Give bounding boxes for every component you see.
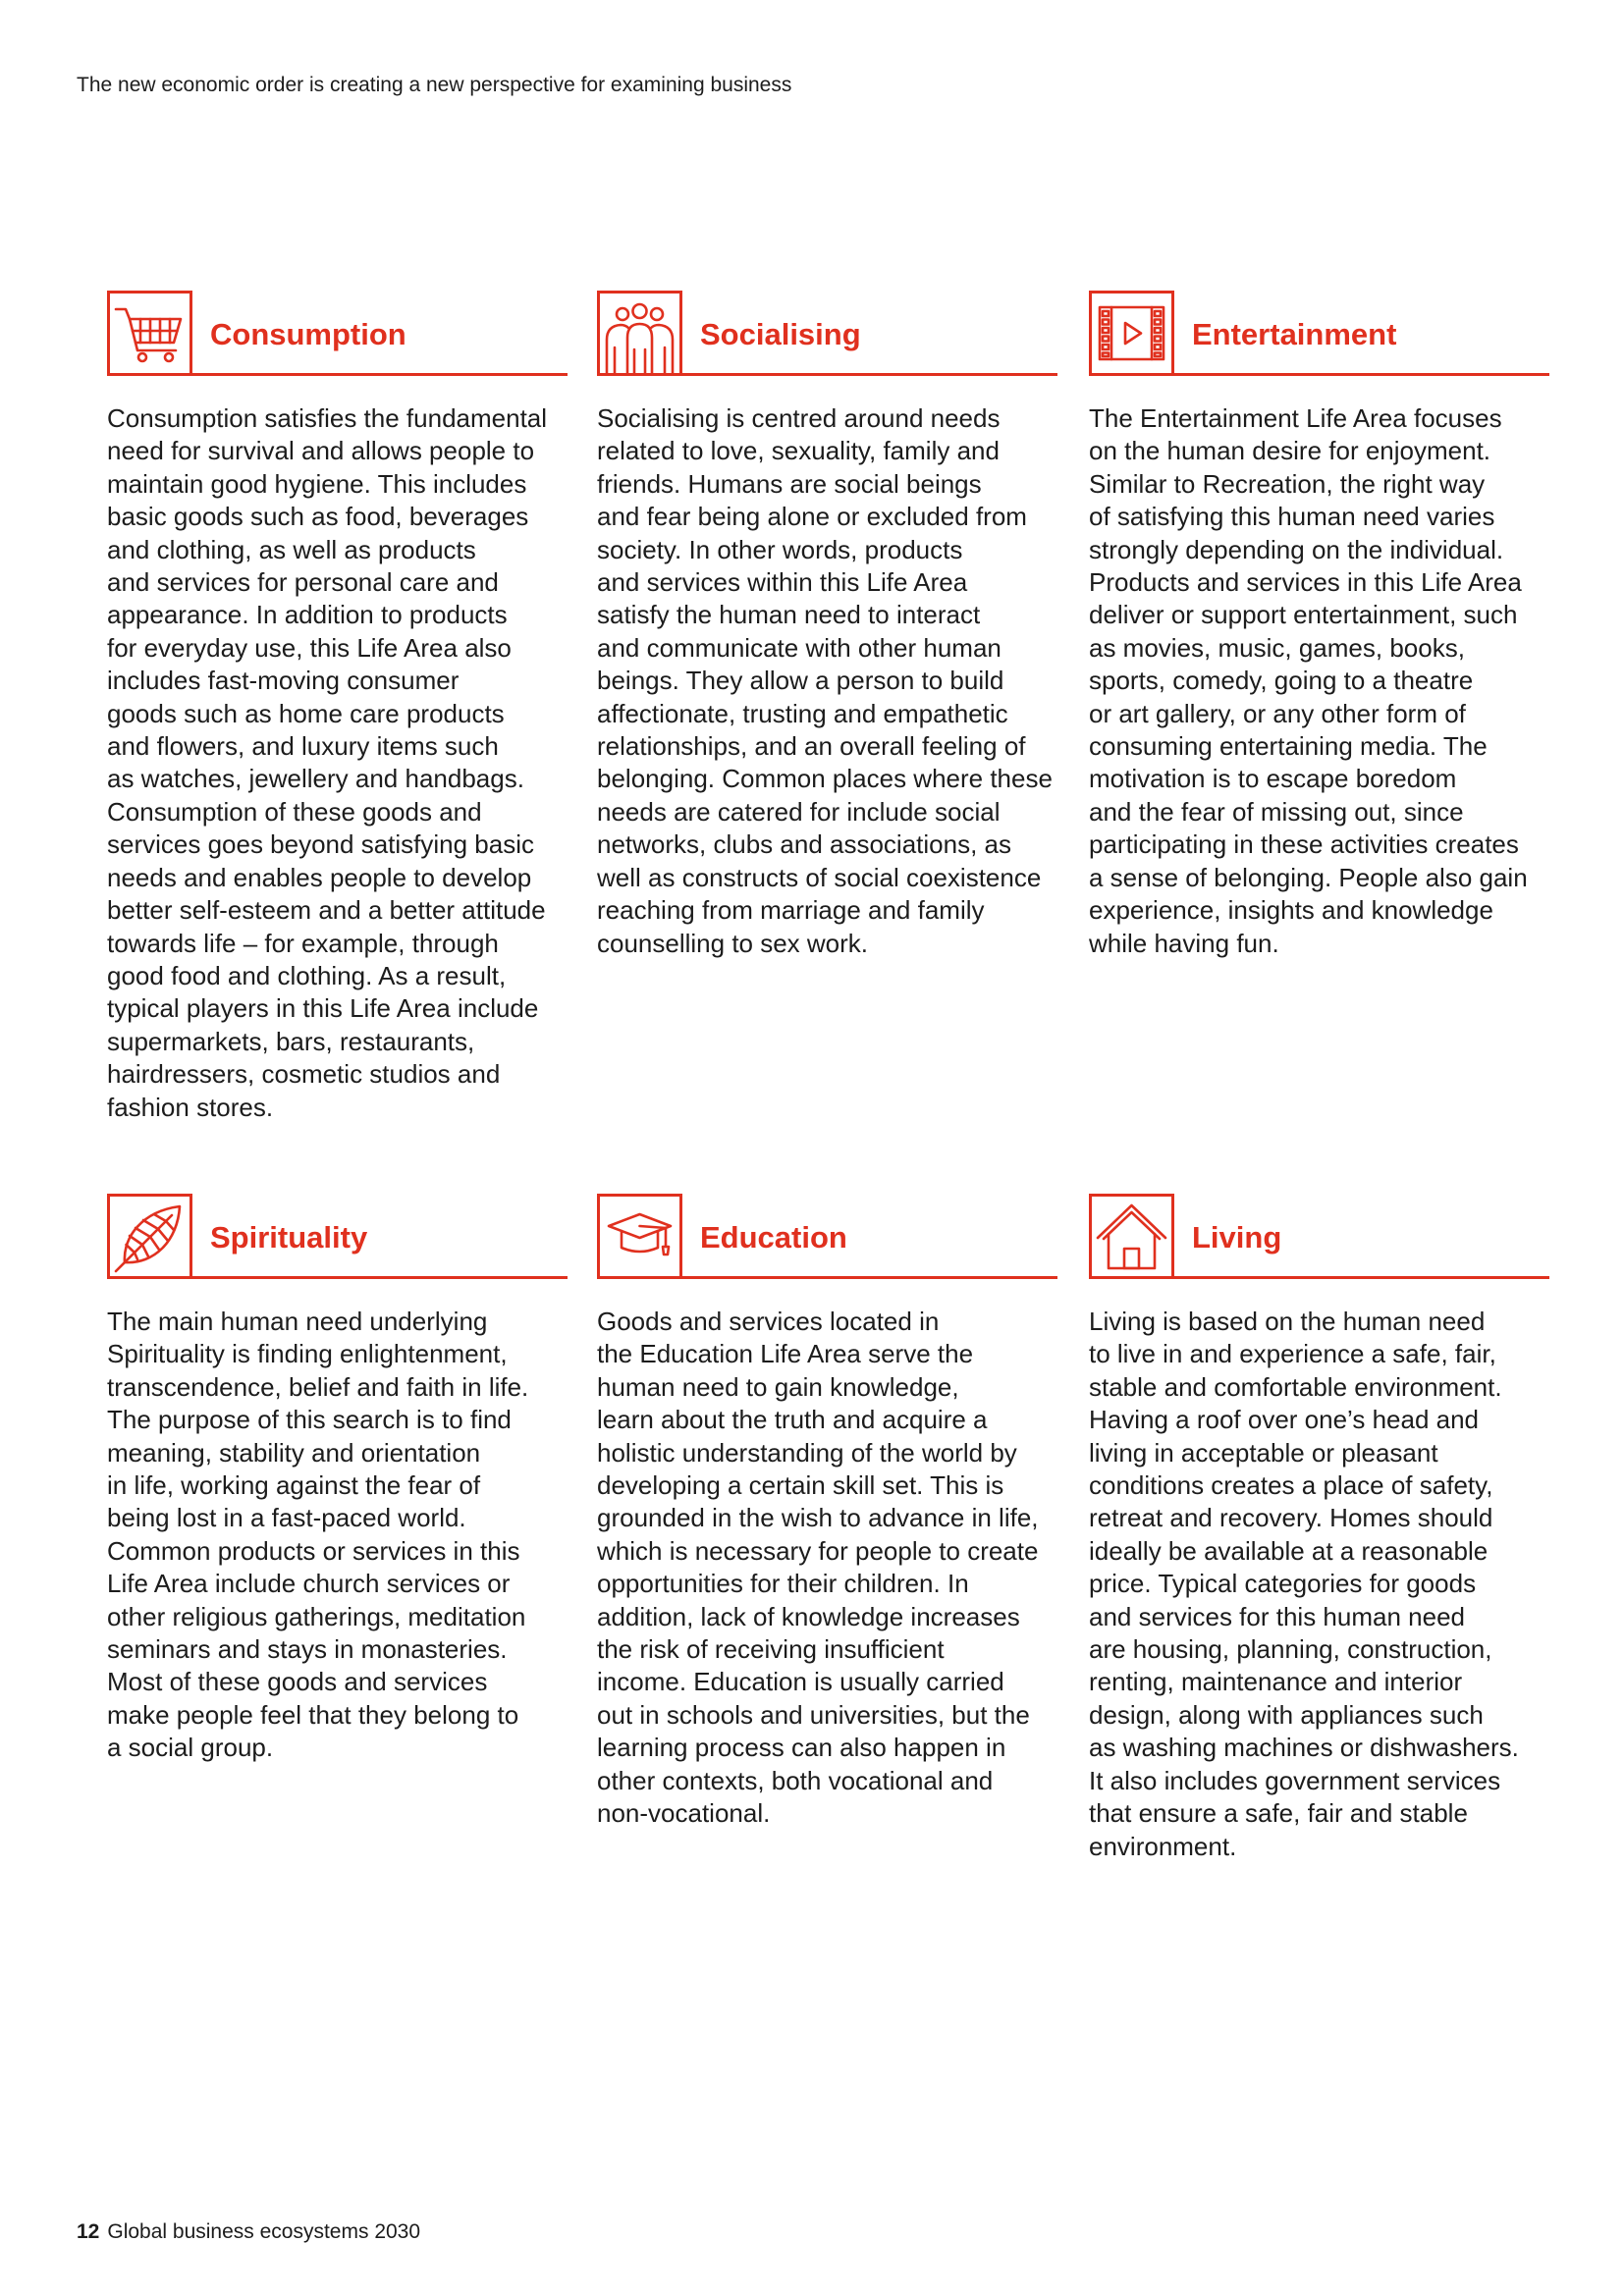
section-header — [1089, 1194, 1549, 1279]
body-text-line: good food and clothing. As a result, — [107, 960, 507, 990]
body-text-line: and flowers, and luxury items such — [107, 731, 499, 762]
body-text-line: Products and services in this Life Area — [1089, 567, 1522, 598]
body-text-line: a sense of belonging. People also gain — [1089, 862, 1528, 892]
body-text-line: or art gallery, or any other form of — [1089, 698, 1466, 728]
body-text-line: includes fast-moving consumer — [107, 666, 460, 696]
body-text-line: affectionate, trusting and empathetic — [597, 698, 1008, 728]
body-text-line: motivation is to escape boredom — [1089, 764, 1457, 794]
section-living — [1089, 1194, 1549, 1863]
body-text-line: learn about the truth and acquire a — [597, 1405, 988, 1435]
body-text-line: The main human need underlying — [107, 1307, 488, 1336]
section-consumption — [107, 291, 568, 1124]
body-text-line: networks, clubs and associations, as — [597, 829, 1011, 860]
body-text-line: friends. Humans are social beings — [597, 468, 982, 499]
body-text-line: appearance. In addition to products — [107, 600, 508, 630]
section-spirituality — [107, 1194, 568, 1765]
body-text-line: on the human desire for enjoyment. — [1089, 436, 1491, 466]
body-text-line: conditions creates a place of safety, — [1089, 1470, 1493, 1501]
body-text-line: stable and comfortable environment. — [1089, 1371, 1502, 1402]
section-title: Entertainment — [1192, 317, 1397, 351]
body-text-line: well as constructs of social coexistence — [597, 862, 1042, 892]
body-text-line: counselling to sex work. — [597, 928, 869, 958]
body-text-line: need for survival and allows people to — [107, 436, 535, 466]
body-text-line: hairdressers, cosmetic studios and — [107, 1059, 501, 1090]
page-footer — [77, 2219, 420, 2245]
title-underline — [107, 1276, 568, 1279]
body-text-line: seminars and stays in monasteries. — [107, 1634, 508, 1665]
body-text-line: The Entertainment Life Area focuses — [1089, 403, 1502, 433]
body-text-line: design, along with appliances such — [1089, 1699, 1484, 1730]
body-text-line: in life, working against the fear of — [107, 1470, 481, 1501]
body-text-line: typical players in this Life Area include — [107, 993, 539, 1024]
body-text-line: related to love, sexuality, family and — [597, 436, 1000, 466]
running-header: The new economic order is creating a new perspective for examining business — [77, 74, 792, 96]
section-body — [597, 1306, 1057, 1831]
body-text-line: towards life – for example, through — [107, 928, 499, 958]
body-text-line: retreat and recovery. Homes should — [1089, 1503, 1493, 1533]
body-text-line: better self-esteem and a better attitude — [107, 895, 546, 926]
body-text-line: reaching from marriage and family — [597, 895, 985, 926]
section-header — [107, 1194, 568, 1279]
body-text-line: and communicate with other human — [597, 632, 1001, 663]
body-text-line: and fear being alone or excluded from — [597, 502, 1027, 532]
body-text-line: the Education Life Area serve the — [597, 1339, 974, 1369]
body-text-line: belonging. Common places where these — [597, 764, 1053, 794]
body-text-line: participating in these activities creates — [1089, 829, 1519, 860]
body-text-line: Consumption satisfies the fundamental — [107, 403, 548, 433]
body-text-line: for everyday use, this Life Area also — [107, 632, 512, 663]
body-text-line: strongly depending on the individual. — [1089, 534, 1504, 564]
body-text-line: and services within this Life Area — [597, 567, 968, 598]
body-text-line: ideally be available at a reasonable — [1089, 1535, 1489, 1566]
graduation-cap-icon — [597, 1194, 682, 1279]
section-entertainment — [1089, 291, 1549, 960]
body-text-line: transcendence, belief and faith in life. — [107, 1371, 529, 1402]
body-text-line: human need to gain knowledge, — [597, 1371, 959, 1402]
body-text-line: Living is based on the human need — [1089, 1307, 1486, 1336]
section-title: Socialising — [700, 317, 861, 351]
body-text-line: being lost in a fast-paced world. — [107, 1503, 466, 1533]
body-text-line: Life Area include church services or — [107, 1569, 511, 1599]
section-header — [597, 1194, 1057, 1279]
section-title: Education — [700, 1220, 847, 1255]
body-text-line: experience, insights and knowledge — [1089, 895, 1493, 926]
page-number: 12 — [77, 2220, 100, 2243]
body-text-line: to live in and experience a safe, fair, — [1089, 1339, 1496, 1369]
body-text-line: beings. They allow a person to build — [597, 666, 1004, 696]
body-text-line: of satisfying this human need varies — [1089, 502, 1495, 532]
body-text-line: satisfy the human need to interact — [597, 600, 981, 630]
film-play-icon — [1089, 291, 1174, 376]
body-text-line: renting, maintenance and interior — [1089, 1667, 1463, 1697]
body-text-line: basic goods such as food, beverages — [107, 502, 529, 532]
body-text-line: price. Typical categories for goods — [1089, 1569, 1477, 1599]
body-text-line: living in acceptable or pleasant — [1089, 1437, 1438, 1468]
body-text-line: The purpose of this search is to find — [107, 1405, 512, 1435]
body-text-line: grounded in the wish to advance in life, — [597, 1503, 1039, 1533]
body-text-line: income. Education is usually carried — [597, 1667, 1004, 1697]
body-text-line: It also includes government services — [1089, 1765, 1501, 1795]
body-text-line: needs and enables people to develop — [107, 862, 532, 892]
body-text-line: Goods and services located in — [597, 1307, 940, 1336]
body-text-line: as movies, music, games, books, — [1089, 632, 1465, 663]
body-text-line: and clothing, as well as products — [107, 534, 476, 564]
body-text-line: and services for personal care and — [107, 567, 499, 598]
section-title: Consumption — [210, 317, 406, 351]
body-text-line: society. In other words, products — [597, 534, 963, 564]
body-text-line: supermarkets, bars, restaurants, — [107, 1026, 475, 1056]
body-text-line: developing a certain skill set. This is — [597, 1470, 1004, 1501]
body-text-line: services goes beyond satisfying basic — [107, 829, 535, 860]
body-text-line: meaning, stability and orientation — [107, 1437, 481, 1468]
title-underline — [1089, 373, 1549, 376]
body-text-line: needs are catered for include social — [597, 796, 1001, 827]
body-text-line: Similar to Recreation, the right way — [1089, 468, 1486, 499]
body-text-line: goods such as home care products — [107, 698, 505, 728]
section-header — [597, 291, 1057, 376]
section-education — [597, 1194, 1057, 1831]
section-body — [1089, 1306, 1549, 1863]
section-body — [597, 402, 1057, 960]
title-underline — [597, 1276, 1057, 1279]
section-socialising — [597, 291, 1057, 960]
body-text-line: out in schools and universities, but the — [597, 1699, 1030, 1730]
body-text-line: the risk of receiving insufficient — [597, 1634, 945, 1665]
body-text-line: Common products or services in this — [107, 1535, 520, 1566]
body-text-line: other religious gatherings, meditation — [107, 1601, 526, 1631]
body-text-line: maintain good hygiene. This includes — [107, 468, 527, 499]
section-body — [1089, 402, 1549, 960]
body-text-line: Most of these goods and services — [107, 1667, 488, 1697]
section-title: Living — [1192, 1220, 1282, 1255]
section-body — [107, 1306, 568, 1765]
body-text-line: are housing, planning, construction, — [1089, 1634, 1492, 1665]
body-text-line: and services for this human need — [1089, 1601, 1465, 1631]
body-text-line: a social group. — [107, 1733, 274, 1763]
body-text-line: environment. — [1089, 1831, 1237, 1861]
body-text-line: other contexts, both vocational and — [597, 1765, 994, 1795]
body-text-line: as watches, jewellery and handbags. — [107, 764, 524, 794]
section-body — [107, 402, 568, 1124]
title-underline — [107, 373, 568, 376]
section-title: Spirituality — [210, 1220, 368, 1255]
body-text-line: holistic understanding of the world by — [597, 1437, 1017, 1468]
body-text-line: that ensure a safe, fair and stable — [1089, 1798, 1468, 1829]
title-underline — [1089, 1276, 1549, 1279]
publication-title: Global business ecosystems 2030 — [107, 2220, 421, 2243]
body-text-line: learning process can also happen in — [597, 1733, 1006, 1763]
house-icon — [1089, 1194, 1174, 1279]
body-text-line: Consumption of these goods and — [107, 796, 482, 827]
body-text-line: as washing machines or dishwashers. — [1089, 1733, 1519, 1763]
body-text-line: addition, lack of knowledge increases — [597, 1601, 1020, 1631]
people-group-icon — [597, 291, 682, 376]
section-header — [1089, 291, 1549, 376]
title-underline — [597, 373, 1057, 376]
body-text-line: opportunities for their children. In — [597, 1569, 969, 1599]
body-text-line: sports, comedy, going to a theatre — [1089, 666, 1474, 696]
body-text-line: make people feel that they belong to — [107, 1699, 519, 1730]
body-text-line: fashion stores. — [107, 1092, 274, 1122]
body-text-line: while having fun. — [1089, 928, 1279, 958]
body-text-line: which is necessary for people to create — [597, 1535, 1039, 1566]
leaf-icon — [107, 1194, 192, 1279]
body-text-line: consuming entertaining media. The — [1089, 731, 1488, 762]
body-text-line: Spirituality is finding enlightenment, — [107, 1339, 508, 1369]
body-text-line: and the fear of missing out, since — [1089, 796, 1464, 827]
shopping-cart-icon — [107, 291, 192, 376]
body-text-line: deliver or support entertainment, such — [1089, 600, 1518, 630]
body-text-line: relationships, and an overall feeling of — [597, 731, 1026, 762]
body-text-line: non-vocational. — [597, 1798, 771, 1829]
body-text-line: Having a roof over one’s head and — [1089, 1405, 1480, 1435]
section-header — [107, 291, 568, 376]
body-text-line: Socialising is centred around needs — [597, 403, 1001, 433]
